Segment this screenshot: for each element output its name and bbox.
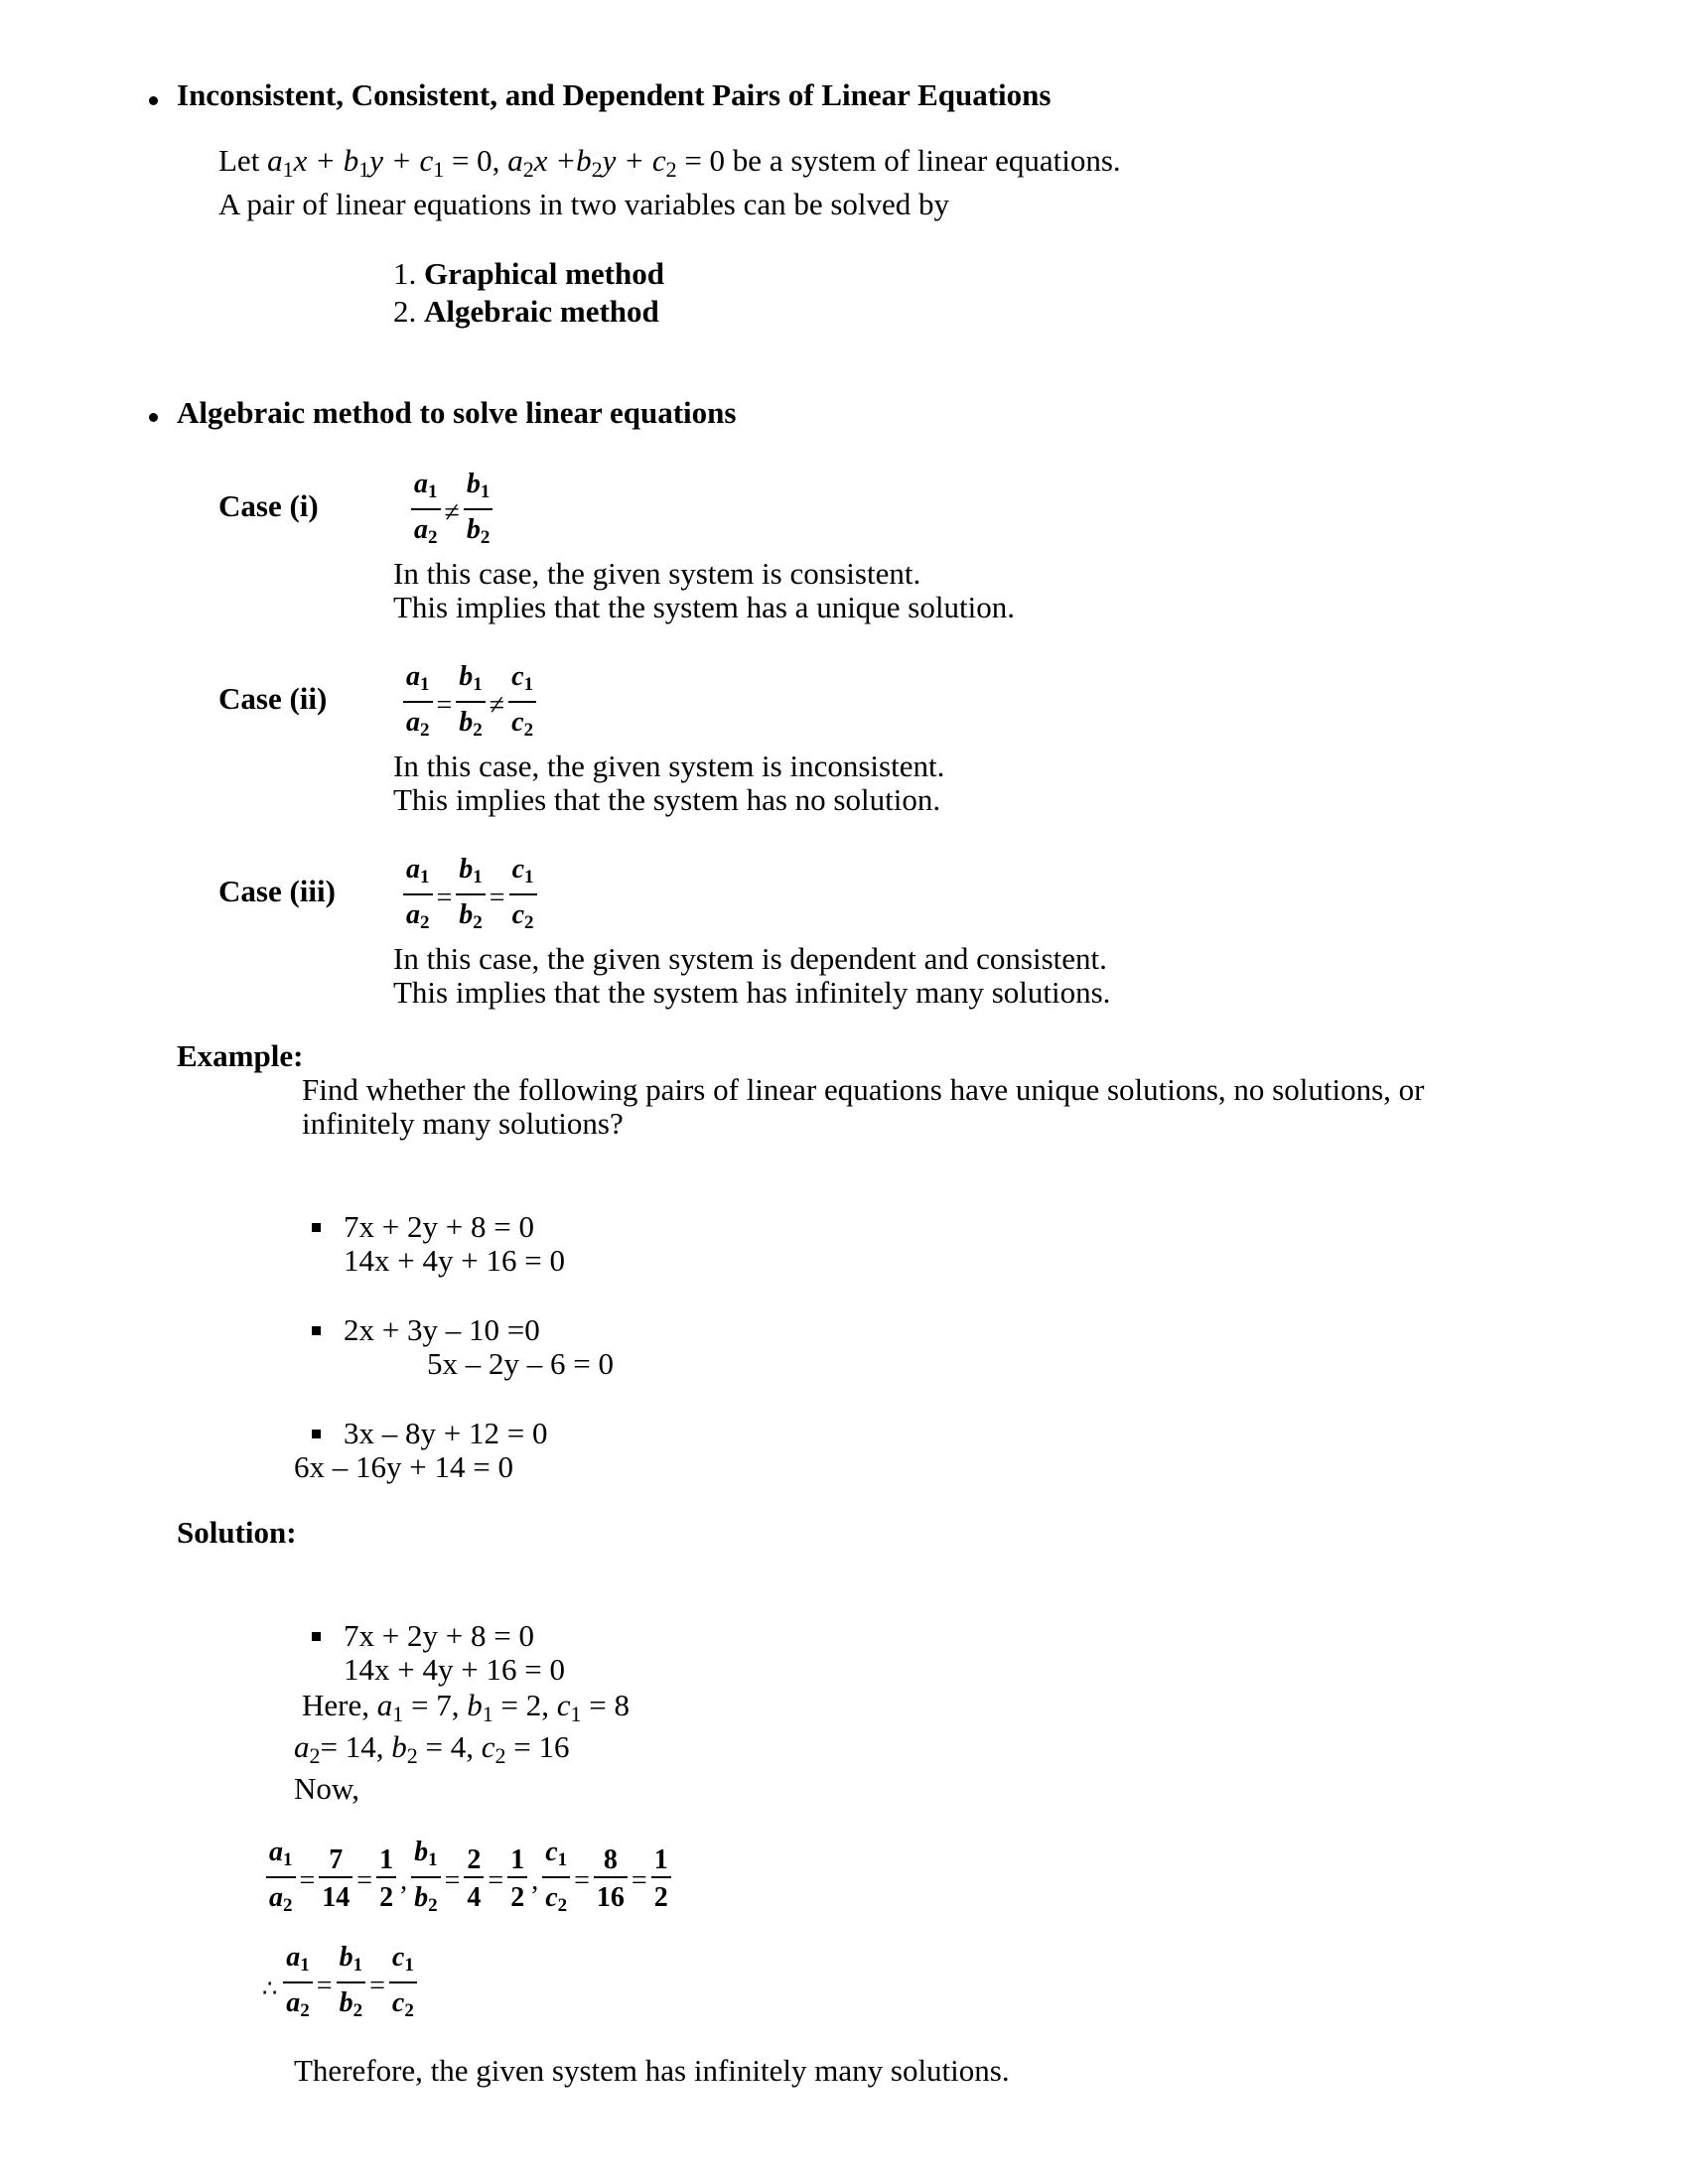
equation: 2x + 3y – 10 =0 xyxy=(344,1312,540,1347)
fraction: $\frac{1}{2}$ xyxy=(651,1844,671,1914)
equation: 7x + 2y + 8 = 0 xyxy=(344,1618,534,1653)
ratio-equality-conclusion: ∴ $\frac{a1}{a2}$ = $\frac{b1}{b2}$ = $\frac{c1}{c2}$ xyxy=(262,1942,419,2027)
fraction: $\frac{2}{4}$ xyxy=(464,1844,484,1914)
bullet-icon xyxy=(312,1326,321,1335)
case-label: Case (ii) xyxy=(218,681,328,716)
case-label: Case (iii) xyxy=(218,874,336,908)
fraction: $\frac{1}{2}$ xyxy=(376,1844,396,1914)
bullet-icon xyxy=(312,1632,321,1641)
fraction: $\frac{a1}{a2}$ xyxy=(403,854,433,939)
case-iii-condition: $\frac{a1}{a2}$ = $\frac{b1}{b2}$ = $\frac{c1}{c2}$ xyxy=(401,854,539,939)
equation: 3x – 8y + 12 = 0 xyxy=(344,1416,548,1450)
therefore-symbol: ∴ xyxy=(262,1976,278,2002)
case-description: In this case, the given system is dependent and consistent. xyxy=(393,941,1107,976)
bullet-icon xyxy=(312,1223,321,1232)
example-prompt: infinitely many solutions? xyxy=(302,1106,624,1141)
section-heading-algebraic: Algebraic method to solve linear equations xyxy=(177,395,737,430)
fraction: $\frac{b1}{b2}$ xyxy=(337,1942,366,2027)
case-description: This implies that the system has no solution. xyxy=(393,782,941,817)
conclusion-text: Therefore, the given system has infinitely many solutions. xyxy=(294,2053,1010,2088)
fraction: $\frac{b1}{b2}$ xyxy=(456,854,486,939)
fraction: $\frac{7}{14}$ xyxy=(319,1844,352,1914)
case-ii-condition: $\frac{a1}{a2}$ = $\frac{b1}{b2}$ ≠ $\frac{c1}{c2}$ xyxy=(401,661,538,747)
coefficients-line-2: $a_2= 14$, $b_2 = 4$, $c_2 = 16$ xyxy=(294,1729,570,1768)
equation: 14x + 4y + 16 = 0 xyxy=(344,1652,565,1687)
example-heading: Example: xyxy=(177,1038,304,1073)
fraction: $\frac{a1}{a2}$ xyxy=(411,469,441,554)
case-description: This implies that the system has a unique solution. xyxy=(393,590,1015,624)
section-heading-intro: Inconsistent, Consistent, and Dependent Pairs of Linear Equations xyxy=(177,77,1052,112)
fraction: $\frac{c1}{c2}$ xyxy=(389,1942,417,2027)
fraction: $\frac{a1}{a2}$ xyxy=(403,661,433,747)
now-label: Now, xyxy=(294,1771,360,1806)
solving-methods-intro: A pair of linear equations in two variables can be solved by xyxy=(218,187,950,221)
case-description: This implies that the system has infinitely many solutions. xyxy=(393,975,1111,1010)
fraction: $\frac{1}{2}$ xyxy=(507,1844,527,1914)
fraction: $\frac{a1}{a2}$ xyxy=(266,1837,296,1922)
equation: 7x + 2y + 8 = 0 xyxy=(344,1209,534,1244)
equation: 6x – 16y + 14 = 0 xyxy=(294,1449,513,1484)
bullet-icon xyxy=(149,96,158,105)
fraction: $\frac{c1}{c2}$ xyxy=(542,1837,570,1922)
fraction: $\frac{b1}{b2}$ xyxy=(411,1837,441,1922)
example-prompt: Find whether the following pairs of linear equations have unique solutions, no solutions, or xyxy=(302,1072,1425,1107)
bullet-icon xyxy=(312,1430,321,1438)
case-description: In this case, the given system is consistent. xyxy=(393,556,921,591)
fraction: $\frac{c1}{c2}$ xyxy=(509,854,537,939)
fraction: $\frac{a1}{a2}$ xyxy=(283,1942,313,2027)
fraction: $\frac{b1}{b2}$ xyxy=(464,469,493,554)
solution-heading: Solution: xyxy=(177,1515,297,1550)
fraction: $\frac{8}{16}$ xyxy=(594,1844,628,1914)
equation: 5x – 2y – 6 = 0 xyxy=(427,1346,614,1381)
equation: 14x + 4y + 16 = 0 xyxy=(344,1243,565,1278)
system-definition-line: Let $a_1x + b_1y + c_1 = 0$, $a_2x +b_2y + c_2 = 0$ be a system of linear equations. xyxy=(218,143,1121,182)
case-label: Case (i) xyxy=(218,488,319,523)
method-item-graphical: 1. Graphical method xyxy=(393,256,664,291)
case-i-condition: $\frac{a1}{a2}$ ≠ $\frac{b1}{b2}$ xyxy=(409,469,494,554)
bullet-icon xyxy=(149,413,158,422)
coefficients-line-1: Here, $a_1 = 7$, $b_1 = 2$, $c_1 = 8$ xyxy=(302,1688,630,1726)
fraction: $\frac{b1}{b2}$ xyxy=(456,661,486,747)
method-item-algebraic: 2. Algebraic method xyxy=(393,294,659,329)
case-description: In this case, the given system is inconsistent. xyxy=(393,749,945,783)
fraction: $\frac{c1}{c2}$ xyxy=(508,661,536,747)
ratio-computation: $\frac{a1}{a2}$ = $\frac{7}{14}$ = $\frac{1}{2}$ , $\frac{b1}{b2}$ = $\frac{2}{4}$ = $\frac{1}{2}$ , $\frac{c1}{c2}$ = $\frac{8}{16}$ = $\frac{1}{2}$ xyxy=(264,1837,673,1922)
